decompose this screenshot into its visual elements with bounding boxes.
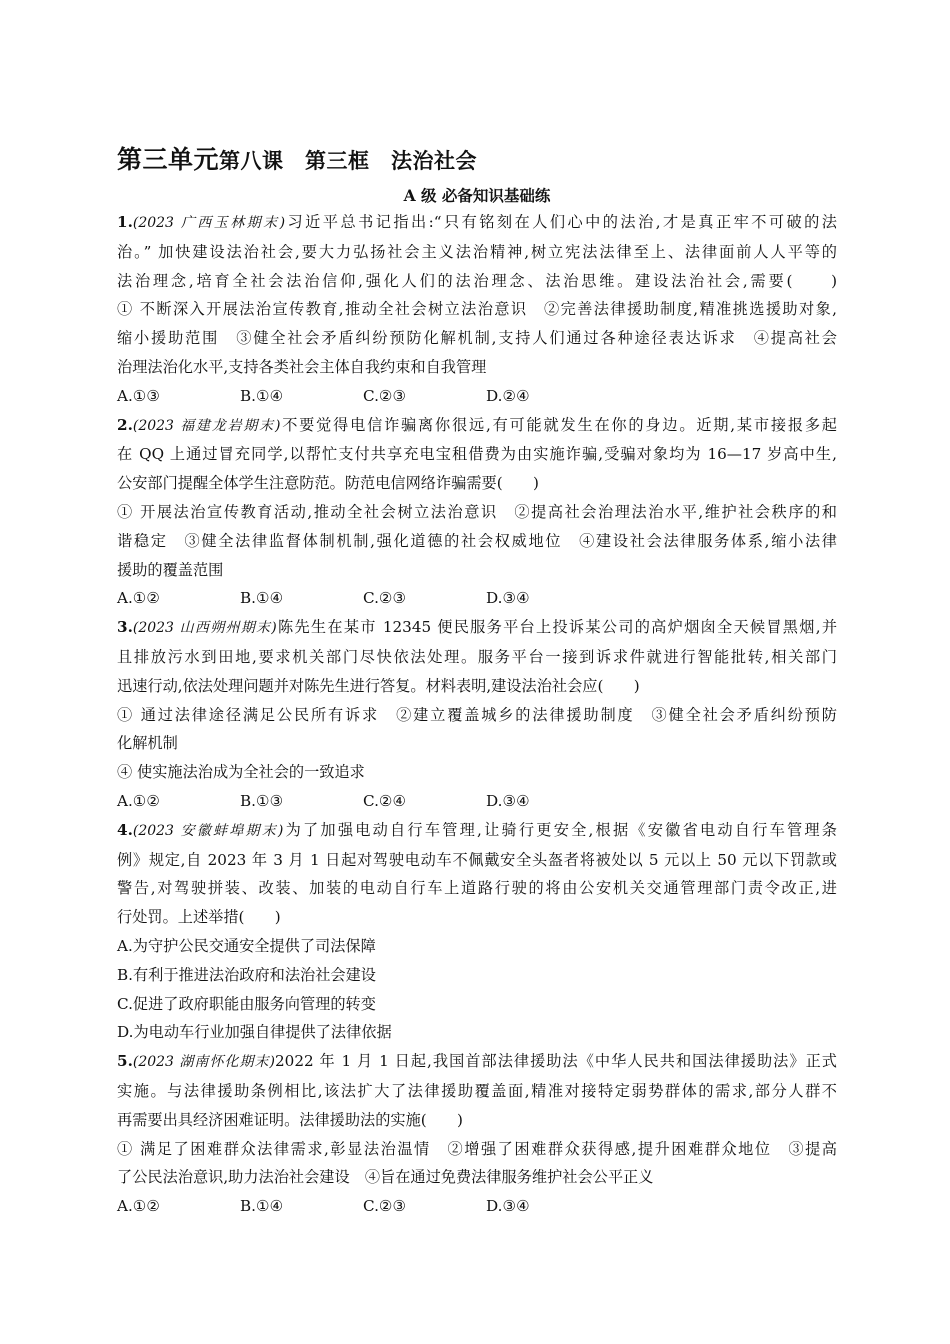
question-line: 谐稳定 ③健全法律监督体制机制,强化道德的社会权威地位 ④建设社会法律服务体系,缩小法律 xyxy=(117,531,837,550)
answer-option: B.①④ xyxy=(240,1197,284,1216)
question-line: ① 通过法律途径满足公民所有诉求 ②建立覆盖城乡的法律援助制度 ③健全社会矛盾纠纷预防 xyxy=(117,705,837,724)
answer-option: B.①④ xyxy=(240,386,284,405)
question-line xyxy=(117,208,837,238)
question-number: 5. xyxy=(117,1052,133,1071)
answer-options xyxy=(117,584,837,613)
question-4 xyxy=(117,816,837,1047)
question-line: 迅速行动,依法处理问题并对陈先生进行答复。材料表明,建设法治社会应( ) xyxy=(117,676,640,695)
question-line: 再需要出具经济困难证明。法律援助法的实施( ) xyxy=(117,1110,463,1129)
question-line: 法治理念,培育全社会法治信仰,强化人们的法治理念、法治思维。建设法治社会,需要( ) xyxy=(117,271,837,290)
question-line: 援助的覆盖范围 xyxy=(117,560,224,579)
answer-option: D.③④ xyxy=(486,589,530,608)
answer-option: B.①③ xyxy=(240,791,284,810)
answer-option: D.③④ xyxy=(486,791,530,810)
question-line: ④ 使实施法治成为全社会的一致追求 xyxy=(117,763,365,782)
question-line xyxy=(117,1047,837,1077)
answer-option: C.②③ xyxy=(363,1197,407,1216)
answer-option: A.①② xyxy=(117,791,161,810)
answer-options xyxy=(117,787,837,816)
answer-option: C.②③ xyxy=(363,589,407,608)
question-number: 2. xyxy=(117,415,133,434)
question-line: 了公民法治意识,助力法治社会建设 ④旨在通过免费法律服务维护社会公平正义 xyxy=(117,1168,654,1187)
question-2 xyxy=(117,411,837,614)
answer-option: C.②③ xyxy=(363,386,407,405)
page-title xyxy=(117,140,837,176)
question-line: 缩小援助范围 ③健全社会矛盾纠纷预防化解机制,支持人们通过各种途径表达诉求 ④提高社会 xyxy=(117,329,837,348)
question-line xyxy=(117,816,837,846)
question-line xyxy=(117,613,837,643)
unit-title: 第三单元 xyxy=(117,145,220,174)
question-source: (2023 广西玉林期末) xyxy=(132,215,286,231)
question-line: B.有利于推进法治政府和法治社会建设 xyxy=(117,965,376,984)
answer-option: A.①② xyxy=(117,1197,161,1216)
question-source: (2023 湖南怀化期末) xyxy=(132,1054,275,1071)
question-text: 习近平总书记指出:“只有铭刻在人们心中的法治,才是真正牢不可破的法 xyxy=(285,213,837,231)
document-page xyxy=(117,140,837,1221)
question-number: 1. xyxy=(117,213,133,231)
answer-option: B.①④ xyxy=(240,589,284,608)
question-source: (2023 安徽蚌埠期末) xyxy=(132,822,284,839)
question-line: 公安部门提醒全体学生注意防范。防范电信网络诈骗需要( ) xyxy=(117,474,539,493)
question-number: 3. xyxy=(117,618,133,637)
question-line: D.为电动车行业加强自律提供了法律依据 xyxy=(117,1023,392,1042)
question-1 xyxy=(117,208,837,411)
question-line: A.为守护公民交通安全提供了司法保障 xyxy=(117,936,376,955)
answer-option: A.①③ xyxy=(117,386,161,405)
question-line: ① 不断深入开展法治宣传教育,推动全社会树立法治意识 ②完善法律援助制度,精准挑选援助对象, xyxy=(117,300,837,319)
question-line: C.促进了政府职能由服务向管理的转变 xyxy=(117,994,376,1013)
lesson-title: 第八课 第三框 法治社会 xyxy=(219,148,478,173)
question-5 xyxy=(117,1047,837,1221)
section-heading: A 级 必备知识基础练 xyxy=(403,186,551,205)
question-line: 警告,对驾驶拼装、改装、加装的电动自行车上道路行驶的将由公安机关交通管理部门责令改正,进 xyxy=(117,879,837,898)
question-line: 实施。与法律援助条例相比,该法扩大了法律援助覆盖面,精准对接特定弱势群体的需求,部分人群不 xyxy=(117,1081,837,1100)
answer-options xyxy=(117,382,837,411)
question-source: (2023 山西朔州期末) xyxy=(132,620,277,637)
question-line: ① 满足了困难群众法律需求,彰显法治温情 ②增强了困难群众获得感,提升困难群众地位 ③提高 xyxy=(117,1139,837,1158)
question-line: 且排放污水到田地,要求机关部门尽快依法处理。服务平台一接到诉求件就进行智能批转,相关部门 xyxy=(117,647,837,666)
question-text: 2022 年 1 月 1 日起,我国首部法律援助法《中华人民共和国法律援助法》正式 xyxy=(275,1052,837,1071)
answer-option: A.①② xyxy=(117,589,161,608)
question-line: 化解机制 xyxy=(117,734,178,753)
question-text: 为了加强电动自行车管理,让骑行更安全,根据《安徽省电动自行车管理条 xyxy=(283,820,837,839)
question-line: 在 QQ 上通过冒充同学,以帮忙支付共享充电宝租借费为由实施诈骗,受骗对象均为 16—17 岁高中生, xyxy=(117,445,837,464)
question-text: 陈先生在某市 12345 便民服务平台上投诉某公司的高炉烟囱全天候冒黑烟,并 xyxy=(276,618,838,637)
question-3 xyxy=(117,613,837,816)
answer-options xyxy=(117,1192,837,1221)
question-source: (2023 福建龙岩期末) xyxy=(132,417,281,434)
question-text: 不要觉得电信诈骗离你很远,有可能就发生在你的身边。近期,某市接报多起 xyxy=(280,415,837,434)
question-line xyxy=(117,411,837,441)
answer-option: C.②④ xyxy=(363,791,407,810)
question-line: 治。” 加快建设法治社会,要大力弘扬社会主义法治精神,树立宪法法律至上、法律面前人人平等的 xyxy=(117,242,837,261)
question-line: ① 开展法治宣传教育活动,推动全社会树立法治意识 ②提高社会治理法治水平,维护社会秩序的和 xyxy=(117,502,837,521)
answer-option: D.③④ xyxy=(486,1197,530,1216)
question-list xyxy=(117,208,837,1221)
question-line: 治理法治化水平,支持各类社会主体自我约束和自我管理 xyxy=(117,357,487,376)
question-number: 4. xyxy=(117,820,133,839)
answer-option: D.②④ xyxy=(486,386,530,405)
question-line: 例》规定,自 2023 年 3 月 1 日起对驾驶电动车不佩戴安全头盔者将被处以 5 元以上 50 元以下罚款或 xyxy=(117,850,837,869)
question-line: 行处罚。上述举措( ) xyxy=(117,908,281,927)
